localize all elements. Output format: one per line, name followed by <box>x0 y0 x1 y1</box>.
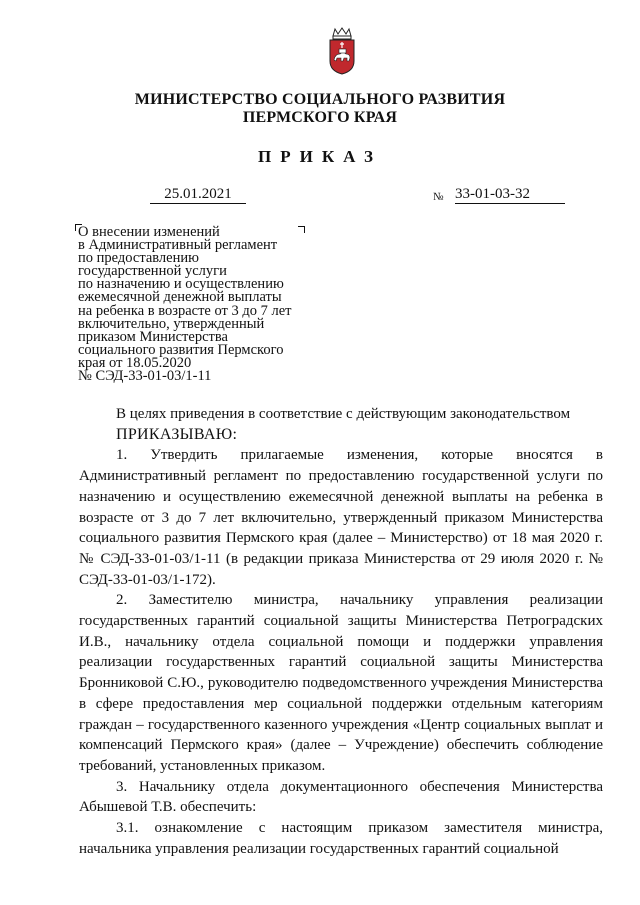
ministry-name-line1: МИНИСТЕРСТВО СОЦИАЛЬНОГО РАЗВИТИЯ <box>134 91 506 108</box>
order-date: 25.01.2021 <box>150 186 246 204</box>
order-body <box>79 404 603 859</box>
subject-line: включительно, утвержденный <box>78 315 265 332</box>
subject-line: по назначению и осуществлению <box>78 276 284 293</box>
document-title: ПРИКАЗ <box>258 147 382 166</box>
order-keyword: ПРИКАЗЫВАЮ: <box>116 425 238 443</box>
subject-line: № СЭД-33-01-03/1-11 <box>78 368 212 385</box>
subject-line: О внесении изменений <box>78 224 220 240</box>
paragraph-3-1: 3.1. ознакомление с настоящим приказом заместителя министра, начальника управления реализации государственных гарантий социальной <box>79 820 603 857</box>
subject-line: государственной услуги <box>78 263 227 280</box>
preamble-paragraph: В целях приведения в соответствие с действующим законодательством <box>116 406 571 422</box>
subject-line: в Административный регламент <box>78 237 278 254</box>
paragraph-1: 1. Утвердить прилагаемые изменения, которые вносятся в Административный регламент по предоставлению государственной услуги по назначению и осуществлению ежемесячной денежной выплаты на ребенка в возрасте от 3 до 7 лет включительно, утвержденный приказом Министерства социального развития Пермского края (далее – Министерство) от 18 мая 2020 г. № СЭД-33-01-03/1-11 (в редакции приказа Министерства от 29 июля 2020 г. № СЭД-33-01-03/1-172). <box>79 447 603 588</box>
order-subject <box>78 226 318 383</box>
subject-line: социального развития Пермского <box>78 341 284 358</box>
coat-of-arms-icon <box>327 27 357 75</box>
subject-line: края от 18.05.2020 <box>78 354 192 371</box>
paragraph-2: 2. Заместителю министра, начальнику управления реализации государственных гарантий социальной защиты Министерства Петроградских И.В., начальнику отдела социальной помощи и поддержки управления реализации государственных гарантий социальной защиты Министерства Бронниковой С.Ю., руководителю подведомственного учреждения Министерства в сфере предоставления мер социальной поддержки отдельным категориям граждан – государственного казенного учреждения «Центр социальных выплат и компенсаций Пермского края» (далее – Учреждение) обеспечить соблюдение требований, установленных приказом. <box>79 592 603 774</box>
subject-line: на ребенка в возрасте от 3 до 7 лет <box>78 302 292 319</box>
subject-line: ежемесячной денежной выплаты <box>78 289 282 306</box>
paragraph-3: 3. Начальнику отдела документационного обеспечения Министерства Абышевой Т.В. обеспечить: <box>79 778 603 816</box>
subject-line: по предоставлению <box>78 250 199 267</box>
ministry-name-line2: ПЕРМСКОГО КРАЯ <box>242 109 398 126</box>
order-number: 33-01-03-32 <box>455 186 565 204</box>
subject-line: приказом Министерства <box>78 328 228 345</box>
number-sign: № <box>433 191 444 203</box>
